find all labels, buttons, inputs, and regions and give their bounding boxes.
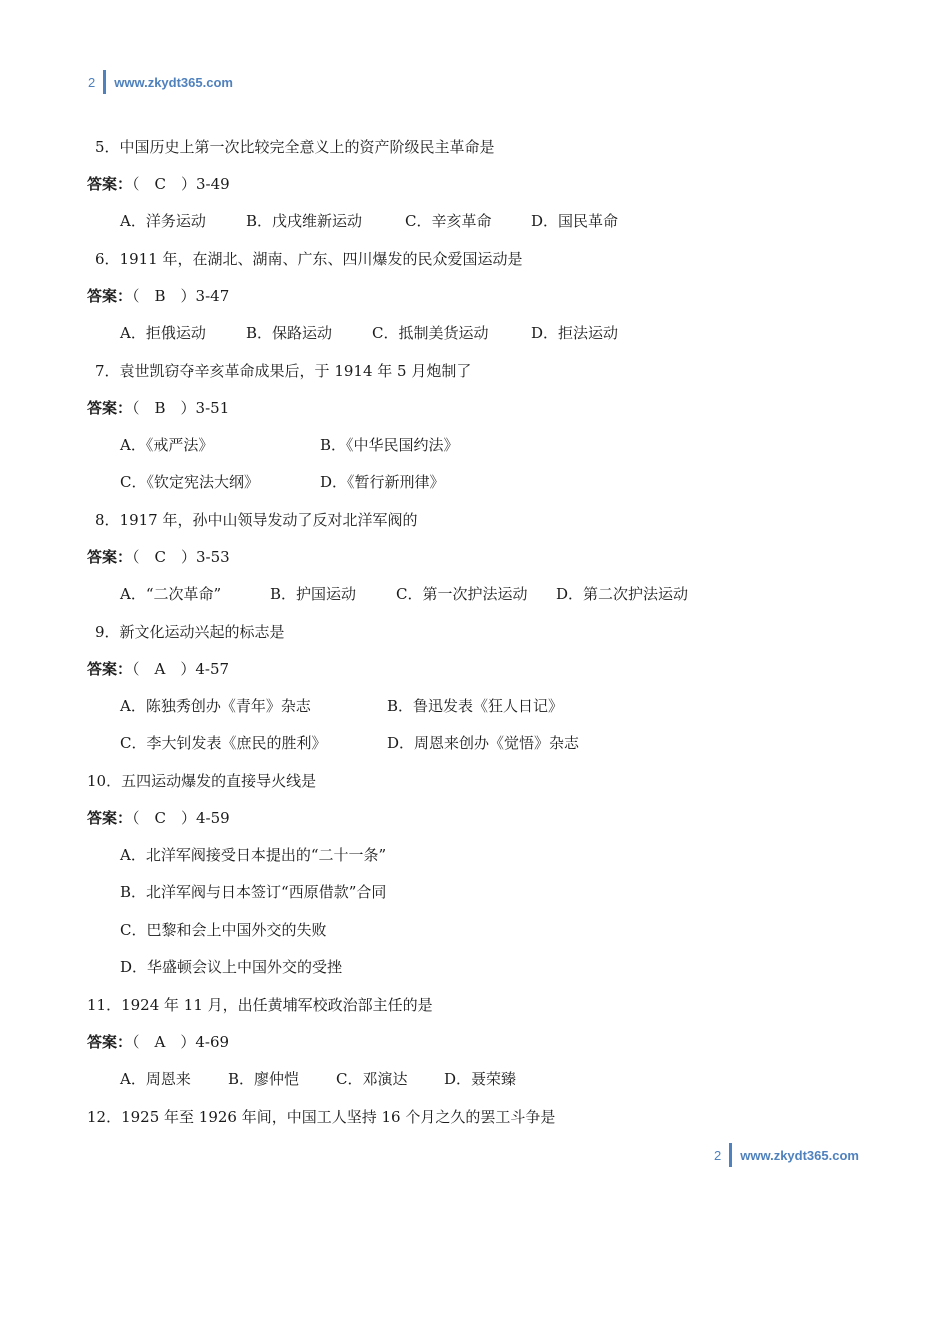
question-8-stem: 8．1917 年，孙中山领导发动了反对北洋军阀的 [95, 511, 418, 529]
answer-label: 答案： [87, 287, 133, 305]
question-10-option-b: B．北洋军阀与日本签订“西原借款”合同 [120, 883, 387, 901]
answer-label: 答案： [87, 1033, 133, 1051]
question-10-answer [87, 808, 230, 828]
header-page-number: 2 [88, 74, 96, 90]
question-9-answer [87, 659, 229, 679]
option-d: D．聂荣臻 [444, 1070, 517, 1088]
answer-value: （ C ）3-53 [132, 548, 230, 566]
header-url: www.zkydt365.com [114, 74, 233, 90]
answer-value: （ B ）3-51 [132, 399, 230, 417]
answer-label: 答案： [87, 809, 133, 827]
answer-label: 答案： [87, 399, 133, 417]
option-c: C．邓演达 [336, 1070, 408, 1088]
question-7-options-row2 [120, 472, 445, 492]
question-10-stem: 10．五四运动爆发的直接导火线是 [87, 772, 317, 790]
option-c: C．抵制美货运动 [372, 324, 489, 342]
question-9-options-row1 [120, 696, 563, 716]
option-a: A．洋务运动 [120, 212, 206, 230]
question-12-stem: 12．1925 年至 1926 年间，中国工人坚持 16 个月之久的罢工斗争是 [87, 1108, 556, 1126]
question-7-answer [87, 398, 229, 418]
footer-page-number: 2 [714, 1147, 722, 1163]
footer-divider [729, 1143, 732, 1167]
question-7-stem: 7．袁世凯窃夺辛亥革命成果后，于 1914 年 5 月炮制了 [95, 362, 472, 380]
question-9-stem: 9．新文化运动兴起的标志是 [95, 623, 285, 641]
question-5-options [120, 211, 618, 231]
option-c: C．《钦定宪法大纲》 [120, 473, 259, 491]
option-a: A．陈独秀创办《青年》杂志 [120, 697, 311, 715]
question-10-option-a: A．北洋军阀接受日本提出的“二十一条” [120, 846, 387, 864]
answer-label: 答案： [87, 660, 133, 678]
question-8-options [120, 584, 688, 604]
question-11-options [120, 1069, 516, 1089]
answer-value: （ B ）3-47 [132, 287, 230, 305]
header-divider [103, 70, 106, 94]
option-a: A．拒俄运动 [120, 324, 206, 342]
option-c: C．辛亥革命 [405, 212, 492, 230]
option-b: B．《中华民国约法》 [320, 436, 459, 454]
answer-label: 答案： [87, 175, 133, 193]
answer-label: 答案： [87, 548, 133, 566]
option-d: D．国民革命 [531, 212, 619, 230]
option-c: C．李大钊发表《庶民的胜利》 [120, 734, 327, 752]
footer-url: www.zkydt365.com [740, 1147, 859, 1163]
question-5-stem: 5．中国历史上第一次比较完全意义上的资产阶级民主革命是 [95, 138, 495, 156]
question-6-answer [87, 286, 229, 306]
option-a: A．周恩来 [120, 1070, 191, 1088]
question-10-option-d: D．华盛顿会议上中国外交的受挫 [120, 958, 343, 976]
question-11-answer [87, 1032, 229, 1052]
answer-value: （ C ）3-49 [132, 175, 230, 193]
page-header [88, 70, 233, 94]
option-a: A．《戒严法》 [120, 436, 214, 454]
option-d: D．《暂行新刑律》 [320, 473, 445, 491]
answer-value: （ A ）4-57 [132, 660, 230, 678]
question-6-options [120, 323, 618, 343]
answer-value: （ A ）4-69 [132, 1033, 230, 1051]
question-10-option-c: C．巴黎和会上中国外交的失败 [120, 921, 327, 939]
question-7-options-row1 [120, 435, 459, 455]
option-b: B．保路运动 [246, 324, 333, 342]
question-8-answer [87, 547, 230, 567]
question-5-answer [87, 174, 230, 194]
question-6-stem: 6．1911 年，在湖北、湖南、广东、四川爆发的民众爱国运动是 [95, 250, 523, 268]
option-b: B．鲁迅发表《狂人日记》 [387, 697, 564, 715]
question-9-options-row2 [120, 733, 579, 753]
page-footer [714, 1143, 859, 1167]
option-b: B．戊戌维新运动 [246, 212, 363, 230]
option-b: B．廖仲恺 [228, 1070, 300, 1088]
question-11-stem: 11．1924 年 11 月，出任黄埔军校政治部主任的是 [87, 996, 433, 1014]
option-d: D．拒法运动 [531, 324, 619, 342]
option-b: B．护国运动 [270, 585, 357, 603]
option-a: A．“二次革命” [120, 585, 222, 603]
option-d: D．周恩来创办《觉悟》杂志 [387, 734, 580, 752]
answer-value: （ C ）4-59 [132, 809, 230, 827]
option-d: D．第二次护法运动 [556, 585, 689, 603]
option-c: C．第一次护法运动 [396, 585, 528, 603]
